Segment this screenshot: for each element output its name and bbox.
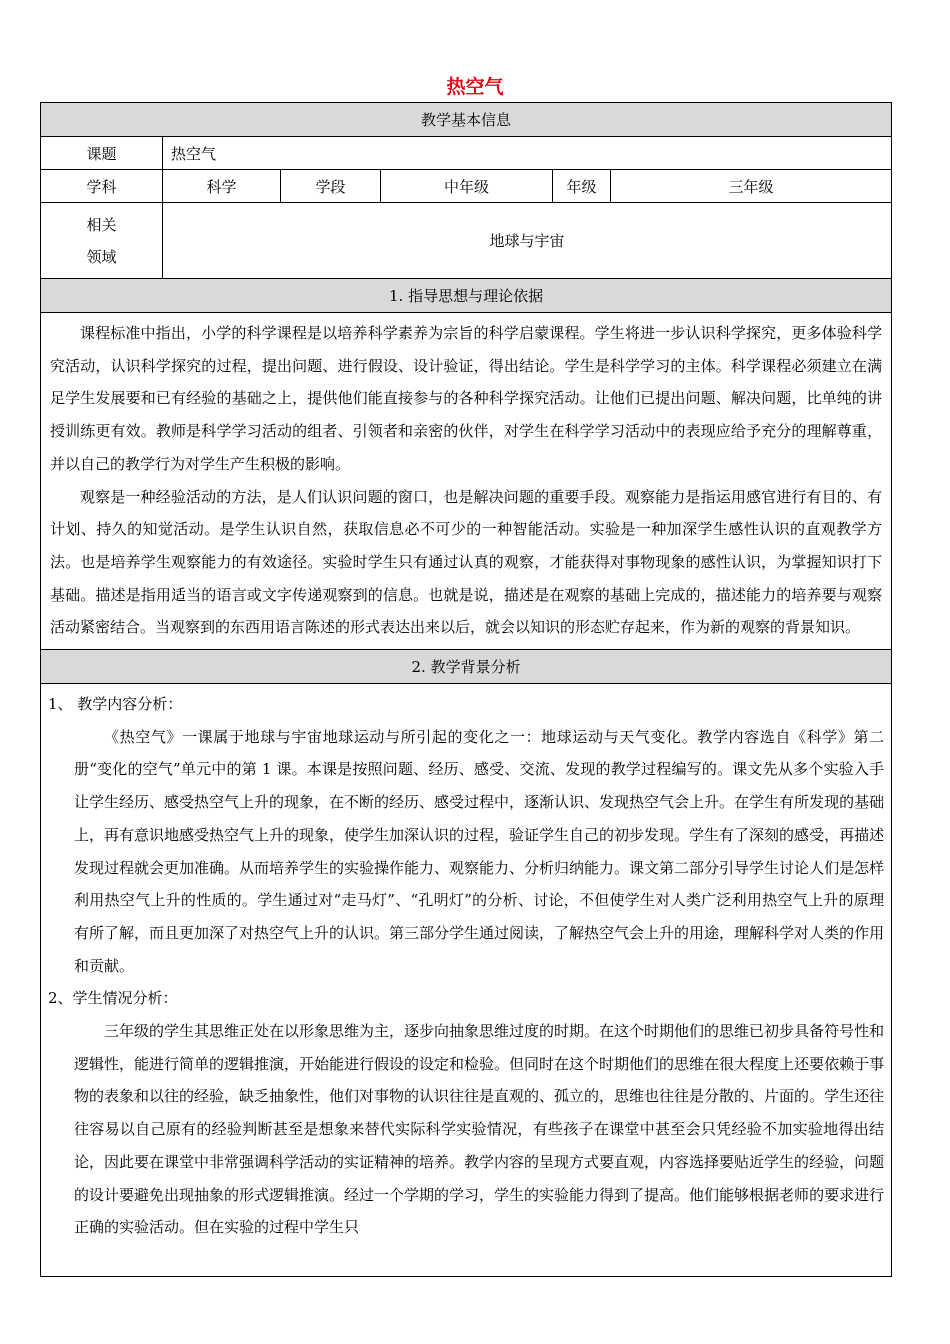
field-value: 地球与宇宙 bbox=[163, 203, 892, 279]
grade-label: 年级 bbox=[553, 170, 611, 203]
subject-value: 科学 bbox=[163, 170, 281, 203]
topic-label: 课题 bbox=[41, 137, 163, 170]
section2-header: 2. 教学背景分析 bbox=[41, 650, 892, 684]
student-analysis-text: 三年级的学生其思维正处在以形象思维为主，逐步向抽象思维过度的时期。在这个时期他们的思维已初步具备符号性和逻辑性，能进行简单的逻辑推演，开始能进行假设的设定和检验。但同时在这个时期他们的思维在很大程度上还要依赖于事物的表象和以往的经验，缺乏抽象性，他们对事物的认识往往是直观的、孤立的，思维也往往是分散的、片面的。学生还往往容易以自己原有的经验判断甚至是想象来替代实际科学实验情况，有些孩子在课堂中甚至会只凭经验不加实验地得出结论，因此要在课堂中非常强调科学活动的实证精神的培养。教学内容的呈现方式要直观，内容选择要贴近学生的经验，问题的设计要避免出现抽象的形式逻辑推演。经过一个学期的学习，学生的实验能力得到了提高。他们能够根据老师的要求进行正确的实验活动。但在实验的过程中学生只 bbox=[74, 1022, 885, 1237]
content-analysis-text: 《热空气》一课属于地球与宇宙地球运动与所引起的变化之一：地球运动与天气变化。教学内容选自《科学》第二册“变化的空气”单元中的第 1 课。本课是按照问题、经历、感受、交流、发现的教学过程编写的。课文先从多个实验入手让学生经历、感受热空气上升的现象，在不断的经历、感受过程中，逐渐认识、发现热空气会上升。在学生有所发现的基础上，再有意识地感受热空气上升的现象，使学生加深认识的过程，验证学生自己的初步发现。学生有了深刻的感受，再描述发现过程就会更加准确。从而培养学生的实验操作能力、观察能力、分析归纳能力。课文第二部分引导学生讨论人们是怎样利用热空气上升的性质的。学生通过对“走马灯”、“孔明灯”的分析、讨论，不但使学生对人类广泛利用热空气上升的原理有所了解，而且更加深了对热空气上升的认识。第三部分学生通过阅读，了解热空气会上升的用途，理解科学对人类的作用和贡献。 bbox=[74, 727, 885, 975]
field-label bbox=[41, 203, 163, 279]
section1-paragraph: 观察是一种经验活动的方法，是人们认识问题的窗口，也是解决问题的重要手段。观察能力是指运用感官进行有目的、有计划、持久的知觉活动。是学生认识自然，获取信息必不可少的一种智能活动。实验是一种加深学生感性认识的直观教学方法。也是培养学生观察能力的有效途径。实验时学生只有通过认真的观察，才能获得对事物现象的感性认识，为掌握知识打下基础。描述是指用适当的语言或文字传递观察到的信息。也就是说，描述是在观察的基础上完成的，描述能力的培养要与观察活动紧密结合。当观察到的东西用语言陈述的形式表达出来以后，就会以知识的形态贮存起来，作为新的观察的背景知识。 bbox=[50, 487, 883, 637]
lesson-info-table bbox=[40, 102, 892, 1277]
subject-label: 学科 bbox=[41, 170, 163, 203]
topic-value: 热空气 bbox=[163, 137, 892, 170]
field-label-line-1: 相关 bbox=[86, 215, 117, 234]
stage-label: 学段 bbox=[281, 170, 381, 203]
section1-body bbox=[41, 313, 892, 650]
field-label-line-2: 领域 bbox=[86, 247, 117, 266]
section2-body bbox=[41, 684, 892, 1277]
page-title: 热空气 bbox=[446, 76, 504, 98]
section1-paragraph: 课程标准中指出，小学的科学课程是以培养科学素养为宗旨的科学启蒙课程。学生将进一步认识科学探究，更多体验科学究活动，认识科学探究的过程，提出问题、进行假设、设计验证，得出结论。学生是科学学习的主体。科学课程必须建立在满足学生发展要和已有经验的基础之上，提供他们能直接参与的各种科学探究活动。让他们已提出问题、解决问题，比单纯的讲授训练更有效。教师是科学学习活动的组者、引领者和亲密的伙伴，对学生在科学学习活动中的表现应给予充分的理解尊重，并以自己的教学行为对学生产生积极的影响。 bbox=[50, 324, 883, 473]
student-analysis-title: 2、学生情况分析： bbox=[48, 989, 178, 1008]
student-analysis-clip bbox=[48, 1015, 884, 1271]
content-analysis-title: 1、 教学内容分析： bbox=[48, 695, 183, 714]
basic-info-header: 教学基本信息 bbox=[41, 103, 892, 137]
stage-value: 中年级 bbox=[381, 170, 553, 203]
grade-value: 三年级 bbox=[611, 170, 892, 203]
section1-header: 1. 指导思想与理论依据 bbox=[41, 279, 892, 313]
